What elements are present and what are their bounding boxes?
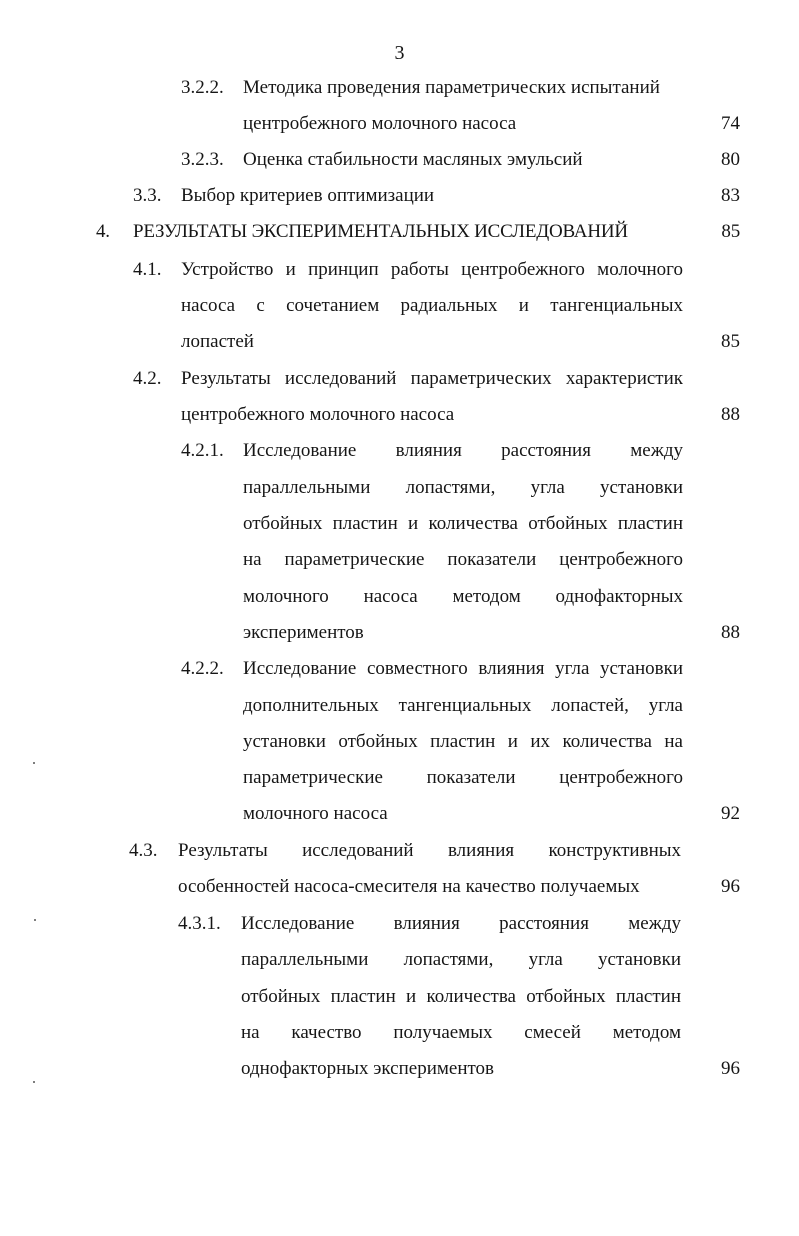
entry-line: параллельными лопастями, угла установки [241, 949, 681, 970]
entry-page: 85 [721, 221, 740, 242]
entry-line: однофакторных экспериментов [241, 1058, 495, 1079]
entry-line: Оценка стабильности масляных эмульсий [243, 149, 583, 170]
entry-number: 4.3.1. [178, 913, 221, 934]
entry-line: молочного насоса методом однофакторных [243, 586, 683, 607]
entry-line: параметрические показатели центробежного [243, 767, 683, 788]
entry-line: лопастей [181, 331, 254, 352]
entry-line: отбойных пластин и количества отбойных пластин [243, 513, 683, 534]
entry-page: 83 [721, 185, 740, 206]
entry-number: 4.1. [133, 259, 162, 280]
entry-page: 74 [721, 113, 740, 134]
entry-number: 4.2.2. [181, 658, 224, 679]
toc-entry-4-3-1 [0, 911, 740, 937]
toc-entry-4-2-1 [0, 438, 740, 464]
entry-line: отбойных пластин и количества отбойных пластин [241, 986, 681, 1007]
toc-entry-3-2-2 [0, 75, 740, 101]
entry-number: 4.3. [129, 840, 158, 861]
entry-line: установки отбойных пластин и их количества на [243, 731, 683, 752]
entry-page: 96 [721, 1058, 740, 1079]
entry-page: 96 [721, 876, 740, 897]
entry-line: центробежного молочного насоса [181, 404, 455, 425]
toc-entry-3-2-3 [0, 147, 740, 173]
entry-line: молочного насоса [243, 803, 388, 824]
entry-line: Выбор критериев оптимизации [181, 185, 435, 206]
entry-line: Исследование совместного влияния угла установки [243, 658, 683, 679]
entry-number: 4.2.1. [181, 440, 224, 461]
entry-line: параллельными лопастями, угла установки [243, 477, 683, 498]
entry-line: Исследование влияния расстояния между [241, 913, 681, 934]
entry-page: 85 [721, 331, 740, 352]
scan-speck [34, 919, 36, 921]
entry-line: на качество получаемых смесей методом [241, 1022, 681, 1043]
entry-line: экспериментов [243, 622, 364, 643]
entry-line: Устройство и принцип работы центробежного молочного [181, 259, 683, 280]
toc-entry-4-3 [0, 838, 740, 864]
entry-line: Результаты исследований влияния конструктивных [178, 840, 681, 861]
entry-page: 92 [721, 803, 740, 824]
toc-entry-3-3 [0, 183, 740, 209]
toc-entry-4-2 [0, 366, 740, 392]
entry-line: насоса с сочетанием радиальных и тангенциальных [181, 295, 683, 316]
entry-line: РЕЗУЛЬТАТЫ ЭКСПЕРИМЕНТАЛЬНЫХ ИССЛЕДОВАНИЙ [133, 221, 628, 242]
toc-entry-4-1 [0, 257, 740, 283]
toc-entry-4-2-2 [0, 656, 740, 682]
entry-number: 4. [96, 221, 110, 242]
entry-line: Результаты исследований параметрических характеристик [181, 368, 683, 389]
entry-number: 3.2.2. [181, 77, 224, 98]
scan-speck [33, 762, 35, 764]
entry-line: Исследование влияния расстояния между [243, 440, 683, 461]
entry-line: дополнительных тангенциальных лопастей, угла [243, 695, 683, 716]
entry-line: на параметрические показатели центробежного [243, 549, 683, 570]
entry-number: 3.2.3. [181, 149, 224, 170]
scan-speck [33, 1081, 35, 1083]
entry-page: 88 [721, 404, 740, 425]
entry-line: Методика проведения параметрических испытаний [243, 77, 660, 98]
entry-page: 80 [721, 149, 740, 170]
entry-page: 88 [721, 622, 740, 643]
entry-line: центробежного молочного насоса [243, 113, 517, 134]
entry-number: 3.3. [133, 185, 162, 206]
entry-line: особенностей насоса-смесителя на качество получаемых [178, 876, 640, 897]
toc-entry-4 [0, 219, 740, 245]
page-number: 3 [394, 42, 405, 64]
entry-number: 4.2. [133, 368, 162, 389]
